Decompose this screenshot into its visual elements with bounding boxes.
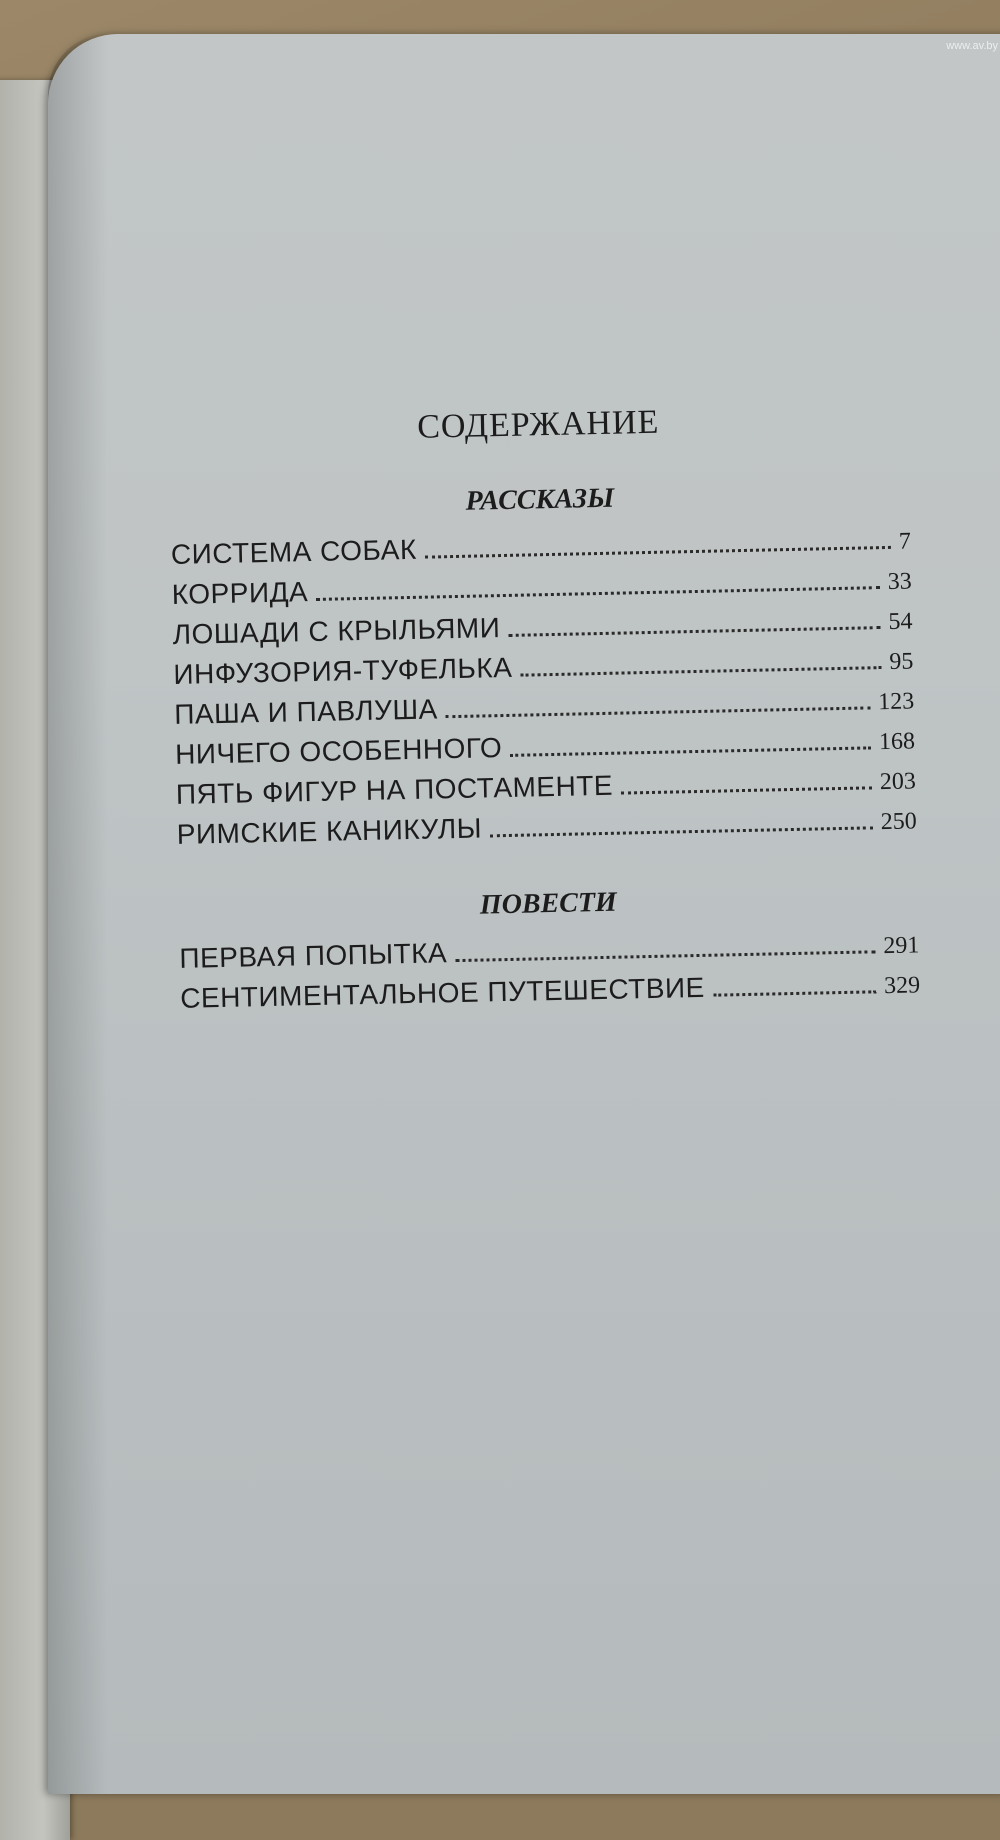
- toc-title: СОДЕРЖАНИЕ: [416, 403, 660, 446]
- dot-leader: [510, 746, 871, 757]
- entry-title: СЕНТИМЕНТАЛЬНОЕ ПУТЕШЕСТВИЕ: [179, 971, 706, 1014]
- section-stories-list: [171, 520, 918, 855]
- dot-leader: [455, 950, 875, 962]
- watermark-text: www.av.by: [946, 40, 998, 52]
- entry-title: РИМСКИЕ КАНИКУЛЫ: [176, 812, 483, 850]
- entry-title: КОРРИДА: [171, 576, 309, 610]
- entry-page-number: 54: [888, 608, 913, 635]
- entry-page-number: 250: [880, 808, 917, 836]
- entry-title: ПЕРВАЯ ПОПЫТКА: [179, 937, 448, 974]
- table-of-contents: [168, 399, 921, 1020]
- entry-title: ИНФУЗОРИЯ-ТУФЕЛЬКА: [173, 651, 513, 690]
- entry-page-number: 123: [877, 688, 915, 716]
- entry-page-number: 168: [878, 728, 916, 756]
- section-title-novellas: ПОВЕСТИ: [479, 886, 618, 921]
- entry-title: ЛОШАДИ С КРЫЛЬЯМИ: [172, 612, 501, 650]
- entry-page-number: 33: [887, 568, 912, 595]
- dot-leader: [508, 626, 880, 637]
- entry-title: ПАША И ПАВЛУША: [173, 693, 439, 730]
- entry-title: ПЯТЬ ФИГУР НА ПОСТАМЕНТЕ: [175, 769, 614, 810]
- dot-leader: [446, 706, 870, 718]
- entry-page-number: 203: [879, 768, 917, 796]
- dot-leader: [713, 990, 876, 996]
- dot-leader: [425, 546, 891, 559]
- dot-leader: [520, 666, 881, 677]
- entry-page-number: 7: [898, 528, 912, 555]
- dot-leader: [316, 586, 880, 601]
- entry-title: СИСТЕМА СОБАК: [170, 533, 418, 570]
- section-novellas-list: [179, 924, 921, 1019]
- entry-page-number: 291: [883, 932, 920, 960]
- entry-page-number: 95: [889, 648, 914, 675]
- entry-page-number: 329: [883, 972, 921, 1000]
- entry-title: НИЧЕГО ОСОБЕННОГО: [174, 732, 503, 770]
- dot-leader: [490, 826, 873, 837]
- book-page: [48, 34, 1000, 1794]
- section-title-stories: РАССКАЗЫ: [465, 482, 615, 517]
- dot-leader: [621, 786, 872, 794]
